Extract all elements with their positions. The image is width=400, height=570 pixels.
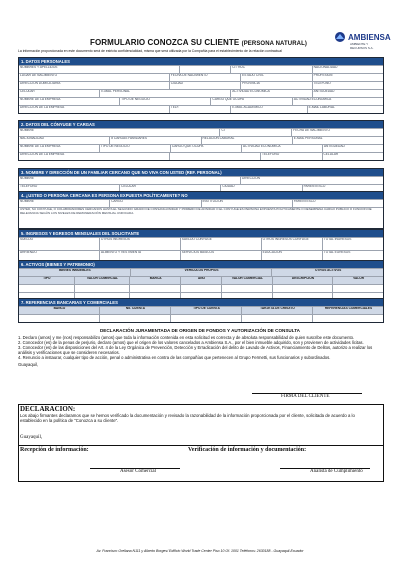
field-label[interactable]: PARENTESCO (303, 185, 326, 188)
pep-note: USTED, SU CÓNYUGE, O COLABORADORES CERCANOS HASTA EL SEGUNDO GRADO DE CONSANGUINIDAD Y PRIMERO DE AFINIDAD O EL CÓNYUGE ES PERSONA EXPUESTA POLÍTICAMENTE O DESEMPEÑA CARGO PÚBLICO O FUNCIÓN DE RELEVANCIA SEGÚN LOS NIVELES DE REMUNERACIÓN MENSUAL UNIFICADA. (20, 208, 372, 215)
field-label[interactable] (180, 66, 232, 73)
field-label[interactable]: SUELDO (19, 238, 100, 250)
field-label[interactable]: TELÉFONO (261, 153, 323, 160)
field-label[interactable]: ANTIGÜEDAD (313, 90, 335, 93)
field-label[interactable]: ESTADO CIVIL (241, 74, 312, 81)
field-label[interactable]: E-MAIL LABORAL (308, 106, 335, 109)
column-header: TIPO (19, 277, 75, 284)
table-cell[interactable] (181, 285, 222, 292)
field-label[interactable]: TELÉFONO (313, 82, 331, 85)
company-logo (332, 28, 391, 50)
declaration-p2: 2. Conocedor (es) de la penas de perjurio, declaro (amos) que el origen de los valores cancelados a Ambiensa S.A., por el bien inmueble adquirido, son y provienen de actividades lícitas. (18, 340, 364, 346)
table-cell[interactable] (333, 285, 383, 292)
closing-text: Los abajo firmantes declaramos que se hemos verificado la documentación y revisado la razonabilidad de la información proporcionada por el cliente, solicitada de acuerdo a lo establecido en la política de "Conozca a su cliente". (20, 413, 355, 424)
table-cell[interactable] (19, 285, 75, 292)
title-suffix: (PERSONA NATURAL) (241, 41, 307, 47)
logo-text: AMBIENSA (348, 33, 391, 42)
table-cell[interactable] (130, 285, 181, 292)
field-label[interactable]: FECHA DE NACIMIENTO (293, 129, 331, 132)
section-spouse (18, 120, 384, 161)
section-assets (18, 260, 384, 301)
field-label[interactable]: PARENTESCO (293, 200, 316, 203)
field-label[interactable]: ANTIGÜEDAD (323, 145, 345, 148)
section-title: 3. NOMBRE Y DIRECCIÓN DE UN FAMILIAR CERCANO QUE NO VIVA CON USTED (REF. PERSONAL) (19, 169, 383, 176)
field-label[interactable]: EDUCACIÓN (262, 251, 323, 263)
table-cell[interactable] (273, 285, 334, 292)
field-label[interactable]: PROFESIÓN (313, 74, 333, 77)
column-header: VALOR (333, 277, 383, 284)
reception-label: Recepción de información: (20, 447, 89, 453)
field-label[interactable]: TOTAL INGRESOS (323, 238, 352, 241)
declaration-body (18, 328, 382, 367)
section-financial (18, 229, 384, 264)
table-cell[interactable] (19, 315, 100, 322)
section-title: 6. ACTIVOS (BIENES Y PATRIMONIO) (19, 261, 383, 268)
field-label[interactable]: CI (220, 129, 292, 136)
field-label[interactable]: OTROS INGRESOS CÓNYUGE (262, 238, 323, 250)
field-label[interactable]: NOMBRE (19, 129, 220, 136)
field-label[interactable]: TELÉFONO (19, 185, 120, 192)
closing-divider (18, 445, 384, 446)
section-title: 7. REFERENCIAS BANCARIAS Y COMERCIALES (19, 299, 383, 306)
column-header: VALOR COMERCIAL (75, 277, 131, 284)
field-label[interactable]: CIUDAD (221, 185, 302, 192)
column-header: VALOR COMERCIAL (222, 277, 273, 284)
field-label[interactable]: ALIMENTO Y VESTIMENTA (100, 251, 181, 263)
table-cell[interactable] (75, 285, 131, 292)
form-title (90, 38, 307, 47)
group-header: BIENES INMUEBLES (19, 269, 131, 276)
section-title: 2. DATOS DEL CÓNYUGE Y CARGAS (19, 121, 383, 128)
table-cell[interactable] (313, 315, 383, 322)
column-header: DESCRIPCIÓN (273, 277, 334, 284)
group-header: OTROS ACTIVOS (272, 269, 383, 276)
field-label[interactable]: TIPO DE NEGOCIO (120, 98, 211, 105)
table-cell[interactable] (242, 315, 313, 322)
group-header: VEHÍCULOS PROPIOS (131, 269, 273, 276)
analyst-label: Analista de Cumplimiento (310, 469, 363, 474)
field-label[interactable]: # CARGAS FAMILIARES (110, 137, 201, 144)
page-footer: Av. Francisco Orellana N111 y Alberto Borges/ Edificio World Trade Center Piso 10 Of. 1001 Teléfonos: 2630188 - Guayaquil-Ecuador (96, 549, 304, 553)
field-label[interactable]: RELACIÓN LABORAL (202, 137, 293, 144)
section-title: 4. ¿USTED O PERSONA CERCANA ES PERSONA EXPUESTA POLÍTICAMENTE? NO (19, 192, 383, 199)
field-label[interactable]: TIPO DE NEGOCIO (100, 145, 171, 152)
section-refs (18, 298, 384, 323)
field-label[interactable]: DIRECCIÓN (242, 177, 260, 180)
field-label[interactable]: CELULAR (19, 90, 100, 97)
section-personal (18, 57, 384, 114)
field-label[interactable]: SUELDO CÓNYUGE (181, 238, 262, 250)
field-label[interactable]: CI / RUC (231, 66, 312, 73)
field-label[interactable]: DIRECCIÓN DE LA EMPRESA (19, 153, 170, 160)
verification-label: Verificación de información y documentación: (188, 447, 307, 453)
client-signature-label: FIRMA DEL CLIENTE (281, 394, 330, 399)
declaration-p4: 4. Renuncio a instaurar, cualquier tipo de acción, penal o administrativa en contra de las compañías que pertenecen al Grupo Fermetti, sus funcionarios y subordinados. (18, 355, 331, 361)
section-contact (18, 168, 384, 193)
field-label[interactable]: ARRIENDO (19, 251, 100, 263)
field-label[interactable]: NOMBRE (19, 200, 110, 207)
logo-sub: AMBIENTE Y RECURSOS S.A. (350, 42, 374, 50)
field-label[interactable]: ACTIVIDAD ECONÓMICA (231, 90, 312, 97)
section-title: 1. DATOS PERSONALES (19, 58, 383, 65)
closing-title: DECLARACION: (20, 405, 76, 413)
field-label[interactable]: NACIONALIDAD (313, 66, 338, 69)
field-label[interactable]: NOMBRE (19, 177, 241, 184)
declaration-p1: 1. Declaro (amos) y me (nos) responsabilizo (amos) que toda la información contenida en esta solicitud es correcta y de absoluta responsabilidad de quien suscribe este documento. (18, 335, 355, 341)
field-label[interactable]: INSTITUCIÓN (202, 200, 293, 207)
field-label[interactable]: E-MAIL PERSONAL (100, 90, 231, 97)
section-title: 5. INGRESOS Y EGRESOS MENSUALES DEL SOLICITANTE (19, 230, 383, 237)
field-label[interactable]: OTROS INGRESOS (100, 238, 181, 250)
column-header: TARJETA DE CRÉDITO (242, 307, 313, 314)
field-label[interactable]: CIUDAD (170, 82, 241, 89)
field-label[interactable]: LUGAR DE NACIMIENTO (19, 74, 170, 81)
field-label[interactable]: NACIONALIDAD (19, 137, 110, 144)
field-label[interactable]: PROVINCIA (241, 82, 312, 89)
field-label[interactable]: CELULAR (120, 185, 221, 192)
field-label[interactable]: FECHA DE NACIMIENTO (170, 74, 241, 81)
field-label[interactable]: DIRECCIÓN DOMICILIARIA (19, 82, 170, 89)
declaration-p3: 3. Conocedor (es) de las disposiciones del Art. 4 de la Ley Orgánica de Prevención, Detección y Erradicación del delito de Lavado de Activos, Financiamiento de Delitos, autorizo a realizar los análisis y verificaciones que se consideren necesarios. (18, 345, 373, 356)
field-label[interactable]: SERVICIOS BÁSICOS (181, 251, 262, 263)
field-label[interactable]: ACTIVIDAD ECONÓMICA (242, 145, 323, 152)
intro-note: La información proporcionada en este documento será de estricta confidencialidad, misma que será utilizada por la Compañía para el establecimiento de la relación contractual (18, 49, 282, 53)
field-label[interactable]: NOMBRE DE LA EMPRESA (19, 145, 100, 152)
field-label[interactable]: NOMBRE DE LA EMPRESA (19, 98, 120, 105)
declaration-city: Guayaquil, (18, 361, 39, 367)
field-label[interactable]: E-MAIL ACADÉMICO (231, 106, 307, 113)
field-label[interactable]: E-MAIL PERSONAL (293, 137, 323, 140)
column-header: REFERENCIAS COMERCIALES (313, 307, 383, 314)
field-label[interactable] (170, 153, 261, 160)
field-label[interactable]: CELULAR (323, 153, 339, 156)
logo-mark-icon (334, 31, 346, 43)
title-main: FORMULARIO CONOZCA SU CLIENTE (90, 38, 240, 47)
column-header: TIPO DE CUENTA (171, 307, 242, 314)
field-label[interactable]: CARGO QUE OCUPA (211, 98, 292, 105)
field-label[interactable]: ACTIVIDAD ECONÓMICA (293, 98, 332, 101)
field-label[interactable]: TELF. (170, 106, 232, 113)
table-cell[interactable] (100, 315, 171, 322)
column-header: MARCA (130, 277, 181, 284)
field-label[interactable]: DIRECCIÓN DE LA EMPRESA (19, 106, 170, 113)
field-label[interactable]: TOTAL EGRESOS (323, 251, 351, 254)
table-cell[interactable] (222, 285, 273, 292)
column-header: No. CUENTA (100, 307, 171, 314)
field-label[interactable]: NOMBRES Y APELLIDOS (19, 66, 180, 73)
column-header: BANCO (19, 307, 100, 314)
section-pep (18, 191, 384, 229)
field-label[interactable]: CARGO (110, 200, 201, 207)
column-header: AÑO (181, 277, 222, 284)
table-cell[interactable] (171, 315, 242, 322)
closing-city: Guayaquil, (20, 435, 43, 440)
advisor-label: Asesor Comercial (120, 469, 156, 474)
field-label[interactable]: CARGO QUE OCUPA (171, 145, 242, 152)
declaration-heading: DECLARACIÓN JURAMENTADA DE ORIGEN DE FONDOS Y AUTORIZACIÓN DE CONSULTA (99, 328, 300, 333)
